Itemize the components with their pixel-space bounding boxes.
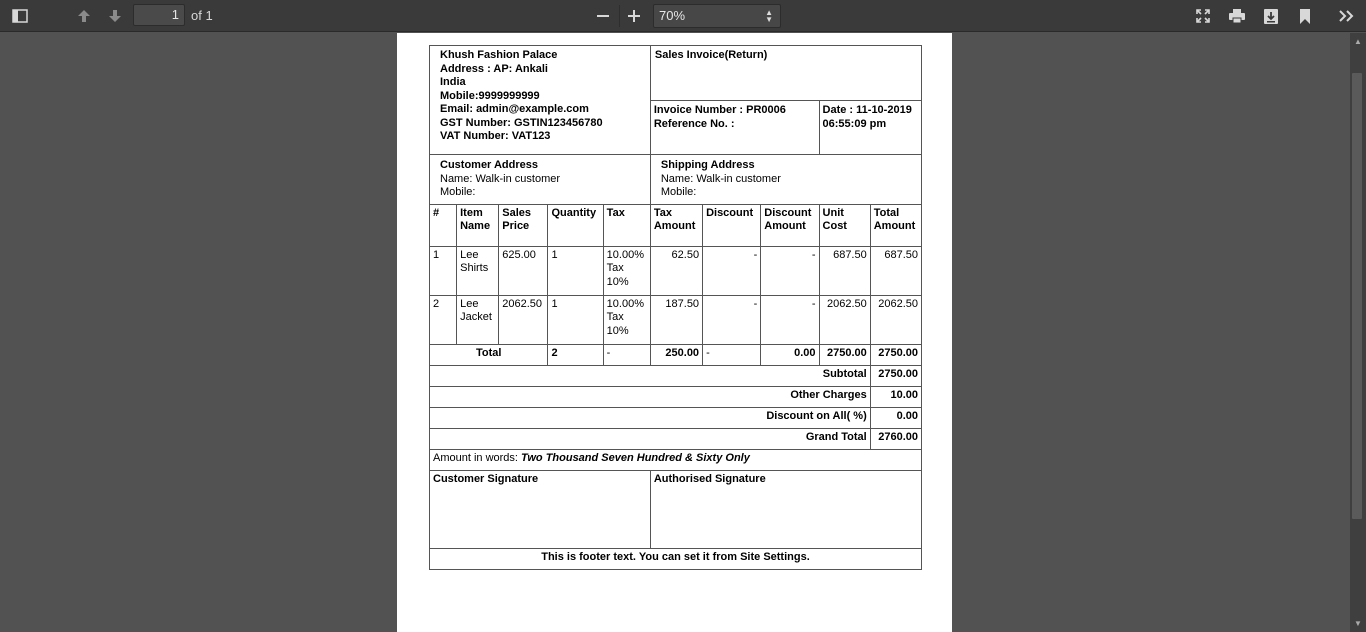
totals-unit-cost: 2750.00 (819, 344, 870, 365)
print-icon[interactable] (1225, 4, 1249, 28)
row-total: 2062.50 (870, 295, 921, 344)
totals-qty: 2 (548, 344, 603, 365)
col-qty: Quantity (548, 204, 603, 246)
amount-in-words-label: Amount in words: (433, 451, 518, 464)
zoom-select[interactable] (653, 4, 781, 28)
col-discount: Discount (703, 204, 761, 246)
select-arrows-icon: ▲ ▼ (765, 8, 773, 24)
row-item-2: Shirts (460, 262, 489, 274)
pdf-page (397, 33, 952, 632)
col-tax-amount-1: Tax (653, 206, 672, 219)
tools-menu-icon[interactable] (1334, 4, 1358, 28)
row-tax-3: 10% (606, 275, 629, 288)
totals-row (430, 344, 922, 365)
subtotal-row (430, 365, 922, 386)
invoice-title: Sales Invoice(Return) (650, 46, 921, 101)
row-item (457, 246, 499, 295)
col-unit-cost-1: Unit (822, 206, 844, 219)
row-unit-cost: 2062.50 (819, 295, 870, 344)
row-tax (603, 295, 650, 344)
row-num: 1 (430, 246, 457, 295)
totals-tax: - (603, 344, 650, 365)
previous-page-icon[interactable] (72, 4, 96, 28)
company-address: Address : AP: Ankali (440, 62, 548, 75)
invoice-number: Invoice Number : PR0006 (653, 104, 786, 116)
customer-address (430, 155, 651, 205)
other-charges-label: Other Charges (430, 386, 871, 407)
col-total (870, 204, 921, 246)
zoom-value: 70% (659, 8, 686, 23)
row-item (457, 295, 499, 344)
row-discount: - (703, 246, 761, 295)
pdf-toolbar (0, 0, 1366, 32)
row-price: 625.00 (499, 246, 548, 295)
row-item-1: Lee (460, 297, 479, 310)
row-num: 2 (430, 295, 457, 344)
company-gst: GST Number: GSTIN123456780 (440, 116, 603, 129)
items-header-row (430, 204, 922, 246)
discount-all-value: 0.00 (870, 407, 921, 428)
zoom-out-icon[interactable] (591, 4, 615, 28)
row-tax-1: 10.00% (606, 297, 644, 310)
customer-name: Name: Walk-in customer (440, 172, 561, 185)
col-price-2: Price (502, 220, 530, 232)
col-item (457, 204, 499, 246)
bookmark-icon[interactable] (1293, 4, 1317, 28)
grand-total-value: 2760.00 (870, 428, 921, 449)
row-item-1: Lee (460, 248, 479, 261)
table-row (430, 246, 922, 295)
signature-row (430, 470, 922, 548)
col-discount-amount-1: Discount (764, 206, 812, 219)
subtotal-value: 2750.00 (870, 365, 921, 386)
other-charges-value: 10.00 (870, 386, 921, 407)
company-name: Khush Fashion Palace (440, 49, 558, 61)
reference-number: Reference No. : (653, 117, 735, 130)
toolbar-divider (619, 5, 620, 27)
company-vat: VAT Number: VAT123 (440, 130, 551, 142)
footer-text: This is footer text. You can set it from Site Settings. (430, 548, 922, 569)
col-item-2: Name (460, 220, 491, 232)
row-discount: - (703, 295, 761, 344)
col-price (499, 204, 548, 246)
totals-discount-amount: 0.00 (761, 344, 819, 365)
col-tax-amount (650, 204, 702, 246)
row-tax-2: Tax (606, 311, 624, 323)
amount-in-words (430, 449, 922, 470)
col-tax: Tax (603, 204, 650, 246)
scroll-up-icon[interactable]: ▲ (1354, 37, 1362, 46)
col-unit-cost (819, 204, 870, 246)
col-tax-amount-2: Amount (653, 220, 696, 232)
grand-total-label: Grand Total (430, 428, 871, 449)
row-tax-3: 10% (606, 324, 629, 337)
download-icon[interactable] (1259, 4, 1283, 28)
totals-total: 2750.00 (870, 344, 921, 365)
invoice-date-cell (819, 101, 921, 155)
row-total: 687.50 (870, 246, 921, 295)
row-discount-amount: - (761, 246, 819, 295)
table-row (430, 295, 922, 344)
amount-in-words-value: Two Thousand Seven Hundred & Sixty Only (521, 451, 750, 464)
col-price-1: Sales (502, 206, 532, 219)
company-email: Email: admin@example.com (440, 103, 589, 115)
row-qty: 1 (548, 246, 603, 295)
document-viewer[interactable] (0, 33, 1350, 632)
row-discount-amount: - (761, 295, 819, 344)
col-discount-amount (761, 204, 819, 246)
row-price: 2062.50 (499, 295, 548, 344)
presentation-mode-icon[interactable] (1191, 4, 1215, 28)
row-tax-amount: 187.50 (650, 295, 702, 344)
col-discount-amount-2: Amount (764, 220, 806, 232)
grand-total-row (430, 428, 922, 449)
col-total-1: Total (873, 206, 900, 219)
customer-mobile: Mobile: (440, 186, 476, 198)
customer-address-heading: Customer Address (440, 159, 539, 171)
scrollbar-thumb[interactable] (1352, 73, 1362, 519)
zoom-in-icon[interactable] (622, 4, 646, 28)
subtotal-label: Subtotal (430, 365, 871, 386)
row-unit-cost: 687.50 (819, 246, 870, 295)
row-item-2: Jacket (460, 311, 492, 323)
scroll-down-icon[interactable]: ▼ (1354, 619, 1362, 628)
amount-in-words-row (430, 449, 922, 470)
shipping-name: Name: Walk-in customer (660, 172, 781, 185)
company-info (430, 46, 651, 155)
row-tax (603, 246, 650, 295)
col-total-2: Amount (873, 220, 916, 232)
vertical-scrollbar[interactable] (1350, 33, 1366, 632)
other-charges-row (430, 386, 922, 407)
next-page-icon[interactable] (103, 4, 127, 28)
invoice-time: 06:55:09 pm (822, 117, 887, 130)
invoice-date: Date : 11-10-2019 (822, 104, 912, 116)
authorised-signature: Authorised Signature (650, 470, 921, 548)
page-number-input[interactable]: 1 (133, 4, 185, 26)
company-mobile: Mobile:9999999999 (440, 89, 540, 102)
discount-all-label: Discount on All( %) (430, 407, 871, 428)
totals-tax-amount: 250.00 (650, 344, 702, 365)
shipping-address-heading: Shipping Address (660, 159, 755, 171)
row-tax-2: Tax (606, 262, 624, 274)
page-count-label: of 1 (191, 8, 213, 23)
col-item-1: Item (460, 206, 483, 219)
row-tax-1: 10.00% (606, 248, 644, 261)
row-tax-amount: 62.50 (650, 246, 702, 295)
footer-row (430, 548, 922, 569)
col-num: # (430, 204, 457, 246)
shipping-address (650, 155, 921, 205)
row-qty: 1 (548, 295, 603, 344)
invoice-number-cell (650, 101, 819, 155)
shipping-mobile: Mobile: (660, 186, 697, 198)
sidebar-toggle-icon[interactable] (8, 4, 32, 28)
discount-all-row (430, 407, 922, 428)
col-unit-cost-2: Cost (822, 220, 847, 232)
totals-label: Total (430, 344, 548, 365)
invoice-table (429, 45, 922, 570)
customer-signature: Customer Signature (430, 470, 651, 548)
company-country: India (440, 76, 466, 88)
totals-discount: - (703, 344, 761, 365)
